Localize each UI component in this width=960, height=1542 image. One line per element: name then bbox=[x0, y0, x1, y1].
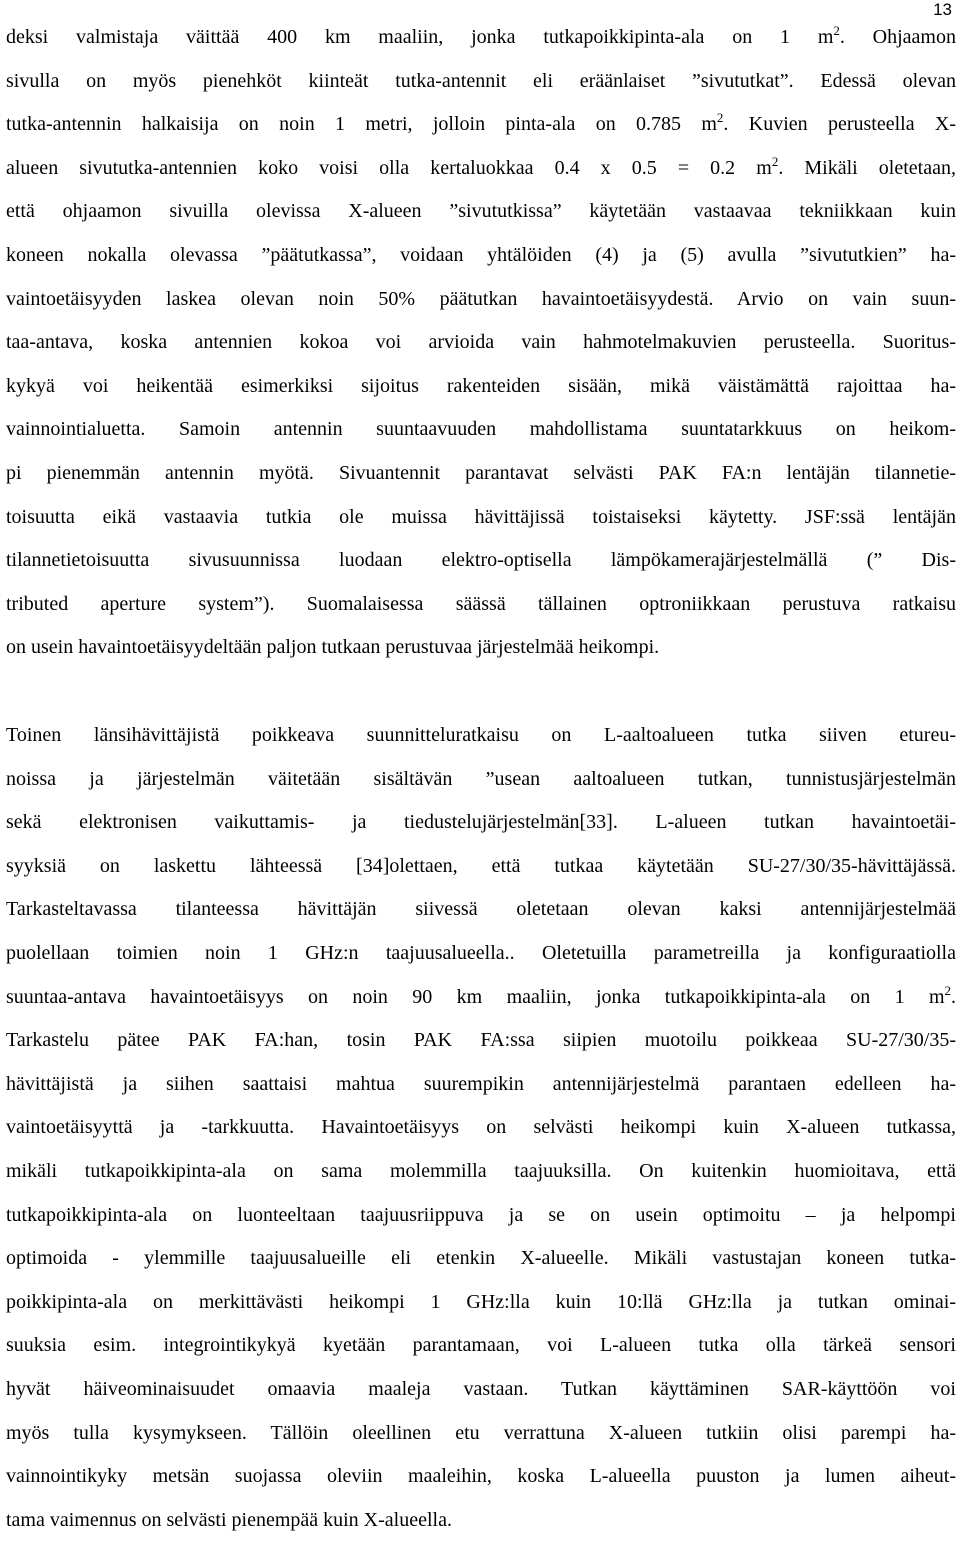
text-line bbox=[6, 1150, 956, 1194]
text-line bbox=[6, 1237, 956, 1281]
text-line bbox=[6, 539, 956, 583]
text-line bbox=[6, 801, 956, 845]
text-line bbox=[6, 365, 956, 409]
text-line bbox=[6, 583, 956, 627]
page-number: 13 bbox=[933, 0, 952, 19]
text-line bbox=[6, 1194, 956, 1238]
text-line-content: taa-antava, koska antennien kokoa voi arvioida vain hahmotelmakuvien perusteella. Suoritus- bbox=[6, 331, 956, 354]
text-line-content: optimoida - ylemmille taajuusalueille eli etenkin X-alueelle. Mikäli vastustajan koneen tutka- bbox=[6, 1247, 956, 1270]
text-line-content: Tarkastelu pätee PAK FA:han, tosin PAK FA:ssa siipien muotoilu poikkeaa SU-27/30/35- bbox=[6, 1029, 956, 1052]
text-line bbox=[6, 1106, 956, 1150]
text-line bbox=[6, 888, 956, 932]
body-paragraph-2 bbox=[6, 714, 956, 1542]
text-line-content: puolellaan toimien noin 1 GHz:n taajuusalueella.. Oletetuilla parametreilla ja konfiguraatiolla bbox=[6, 941, 956, 964]
text-line-content: hyvät häiveominaisuudet omaavia maaleja vastaan. Tutkan käyttäminen SAR-käyttöön voi bbox=[6, 1377, 956, 1400]
text-line-content: tama vaimennus on selvästi pienempää kuin X-alueella. bbox=[6, 1508, 452, 1531]
text-line bbox=[6, 1499, 956, 1542]
text-line bbox=[6, 190, 956, 234]
text-line-content: Tarkasteltavassa tilanteessa hävittäjän siivessä oletetaan olevan kaksi antennijärjestelmää bbox=[6, 898, 956, 921]
text-line bbox=[6, 714, 956, 758]
text-line-content: kykyä voi heikentää esimerkiksi sijoitus rakenteiden sisään, mikä väistämättä rajoittaa ha- bbox=[6, 374, 956, 397]
text-line-content: että ohjaamon sivuilla olevissa X-alueen ”sivututkissa” käytetään vastaavaa tekniikkaan kuin bbox=[6, 200, 956, 223]
text-line-continuation: . Ohjaamon bbox=[839, 26, 956, 48]
text-line-content: myös tulla kysymykseen. Tällöin oleellinen etu verrattuna X-alueen tutkiin olisi parempi ha- bbox=[6, 1421, 956, 1444]
text-line-continuation: . Mikäli oletetaan, bbox=[778, 156, 956, 179]
text-line-content: sekä elektronisen vaikuttamis- ja tiedustelujärjestelmän[33]. L-alueen tutkan havaintoetäi- bbox=[6, 811, 956, 834]
text-line bbox=[6, 60, 956, 104]
text-line bbox=[6, 1281, 956, 1325]
text-line-content: noissa ja järjestelmän väitetään sisältävän ”usean aaltoalueen tutkan, tunnistusjärjestelmän bbox=[6, 767, 956, 790]
text-line-content: on usein havaintoetäisyydeltään paljon tutkaan perustuvaa järjestelmää heikompi. bbox=[6, 636, 660, 659]
body-paragraph-1 bbox=[6, 16, 956, 670]
text-line bbox=[6, 147, 956, 191]
text-line bbox=[6, 103, 956, 147]
text-line-content: toisuutta eikä vastaavia tutkia ole muissa hävittäjissä toistaiseksi käytetty. JSF:ssä lentäjän bbox=[6, 505, 956, 528]
text-line-content: tutka-antennin halkaisija on noin 1 metri, jolloin pinta-ala on 0.785 m bbox=[6, 113, 717, 136]
text-line-content: tutkapoikkipinta-ala on luonteeltaan taajuusriippuva ja se on usein optimoitu – ja helpompi bbox=[6, 1203, 956, 1226]
text-line bbox=[6, 234, 956, 278]
text-line-content: syyksiä on laskettu lähteessä [34]olettaen, että tutkaa käytetään SU-27/30/35-hävittäjässä. bbox=[6, 854, 956, 877]
text-line-content: pi pienemmän antennin myötä. Sivuantennit parantavat selvästi PAK FA:n lentäjän tilannetie- bbox=[6, 461, 956, 484]
text-line-content: koneen nokalla olevassa ”päätutkassa”, voidaan yhtälöiden (4) ja (5) avulla ”sivututkien” ha- bbox=[6, 243, 956, 266]
text-line-content: poikkipinta-ala on merkittävästi heikompi 1 GHz:lla kuin 10:llä GHz:lla ja tutkan ominai- bbox=[6, 1290, 956, 1313]
text-line bbox=[6, 1368, 956, 1412]
superscript: 2 bbox=[771, 153, 779, 169]
superscript: 2 bbox=[716, 110, 724, 126]
text-line-content: deksi valmistaja väittää 400 km maaliin, jonka tutkapoikkipinta-ala on 1 m bbox=[6, 26, 834, 48]
text-line-content: tilannetietoisuutta sivusuunnissa luodaan elektro-optisella lämpökamerajärjestelmällä (” Dis- bbox=[6, 549, 956, 572]
text-line bbox=[6, 321, 956, 365]
text-line bbox=[6, 845, 956, 889]
text-line bbox=[6, 1063, 956, 1107]
text-line bbox=[6, 932, 956, 976]
text-line-content: alueen sivututka-antennien koko voisi olla kertaluokkaa 0.4 x 0.5 = 0.2 m bbox=[6, 156, 772, 179]
text-line bbox=[6, 278, 956, 322]
text-line bbox=[6, 496, 956, 540]
text-line-continuation: . Kuvien perusteella X- bbox=[723, 113, 956, 136]
text-line bbox=[6, 1455, 956, 1499]
superscript: 2 bbox=[833, 23, 840, 38]
text-line bbox=[6, 758, 956, 802]
text-line bbox=[6, 452, 956, 496]
text-line-content: Toinen länsihävittäjistä poikkeava suunnitteluratkaisu on L-aaltoalueen tutka siiven etureu- bbox=[6, 724, 956, 746]
text-line bbox=[6, 408, 956, 452]
text-line bbox=[6, 1324, 956, 1368]
text-line bbox=[6, 1019, 956, 1063]
superscript: 2 bbox=[944, 982, 951, 998]
text-line bbox=[6, 16, 956, 60]
text-line-content: vaintoetäisyyttä ja -tarkkuutta. Havaintoetäisyys on selvästi heikompi kuin X-alueen tutkassa, bbox=[6, 1116, 956, 1139]
text-line-content: vaintoetäisyyden laskea olevan noin 50% päätutkan havaintoetäisyydestä. Arvio on vain suun- bbox=[6, 287, 956, 310]
text-line-content: vainnointikyky metsän suojassa oleviin maaleihin, koska L-alueella puuston ja lumen aiheut- bbox=[6, 1465, 956, 1488]
text-line bbox=[6, 1412, 956, 1456]
text-line bbox=[6, 626, 956, 670]
text-line-content: suuksia esim. integrointikykyä kyetään parantamaan, voi L-alueen tutka olla tärkeä sensori bbox=[6, 1334, 956, 1357]
text-line bbox=[6, 976, 956, 1020]
text-line-content: hävittäjistä ja siihen saattaisi mahtua suurempikin antennijärjestelmä parantaen edelleen ha- bbox=[6, 1072, 956, 1095]
text-line-content: suuntaa-antava havaintoetäisyys on noin 90 km maaliin, jonka tutkapoikkipinta-ala on 1 m bbox=[6, 985, 945, 1008]
text-line-content: vainnointialuetta. Samoin antennin suuntaavuuden mahdollistama suuntatarkkuus on heikom- bbox=[6, 418, 956, 441]
text-line-content: mikäli tutkapoikkipinta-ala on sama molemmilla taajuuksilla. On kuitenkin huomioitava, että bbox=[6, 1159, 956, 1182]
text-line-content: tributed aperture system”). Suomalaisessa säässä tällainen optroniikkaan perustuva ratkaisu bbox=[6, 592, 956, 615]
text-line-content: sivulla on myös pienehköt kiinteät tutka-antennit eli eräänlaiset ”sivututkat”. Edessä olevan bbox=[6, 69, 956, 92]
text-line-continuation: . bbox=[951, 985, 956, 1008]
